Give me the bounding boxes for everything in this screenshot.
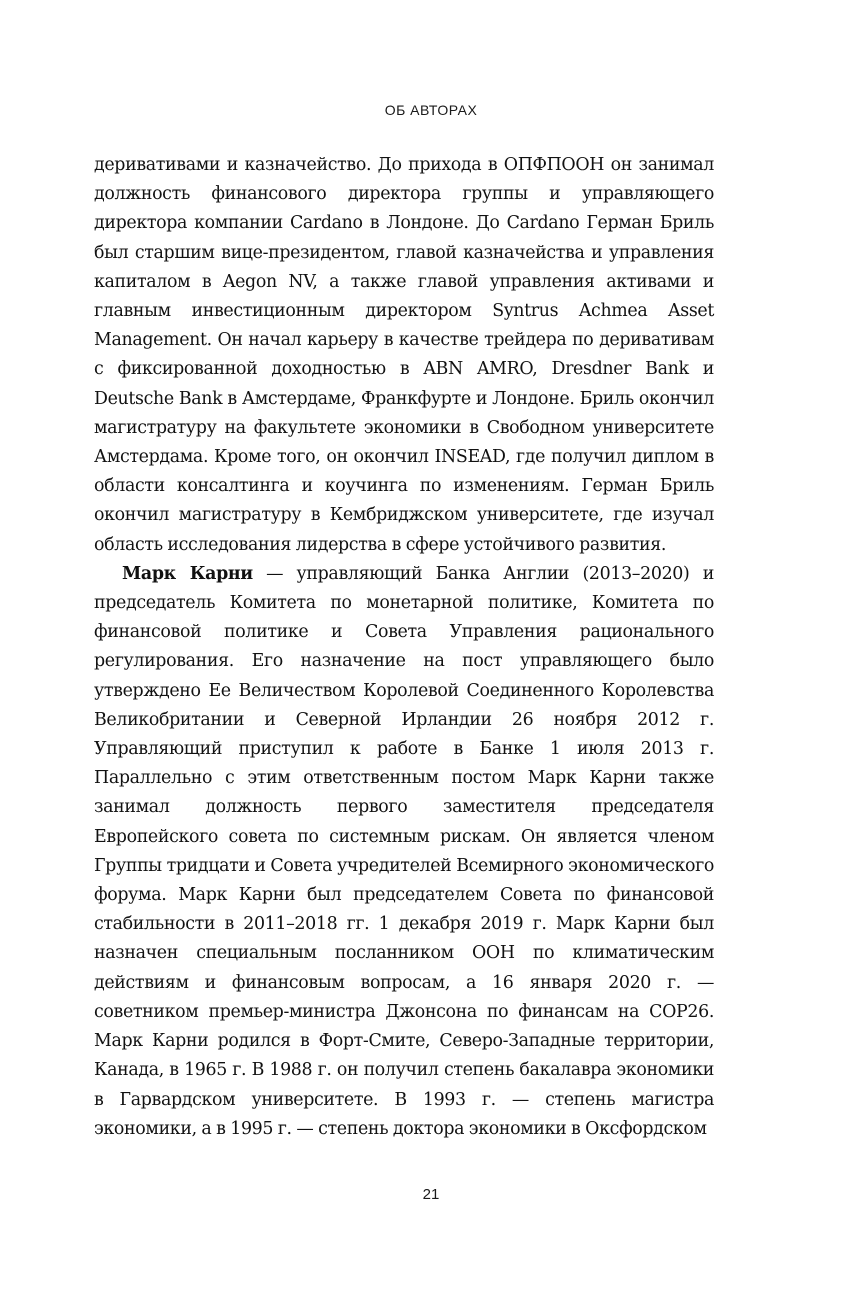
running-head: ОБ АВТОРАХ xyxy=(384,102,478,118)
paragraph-continuation: деривативами и казначейство. До прихода в ОПФПООН он занимал должность финансового директора группы и управляющего директора компании Cardano в Лондоне. До Cardano Герман Бриль был старшим вице-президентом, главой казначейства и управления капиталом в Aegon NV, а также главой управления активами и главным инвестиционным директором Syntrus Achmea Asset Management. Он начал карьеру в качестве трейдера по деривативам с фиксированной доходностью в ABN AMRO, Dresdner Bank и Deutsche Bank в Амстердаме, Франкфурте и Лондоне. Бриль окончил магистратуру на факультете экономики в Свободном университете Амстердама. Кроме того, он окончил INSEAD, где получил диплом в области консалтинга и коучинга по изменениям. Герман Бриль окончил магистратуру в Кембриджском университете, где изучал область исследования лидерства в сфере устойчивого развития. xyxy=(94,155,714,555)
paragraph-mark-carney xyxy=(94,560,714,1144)
author-name: Марк Карни xyxy=(122,563,253,584)
page-number: 21 xyxy=(422,1186,440,1203)
author-bio-text: — управляющий Банка Англии (2013–2020) и председатель Комитета по монетарной политике, Комитета по финансовой политике и Совета Управления рационального регулирования. Его назначение на пост управляющего было утверждено Ее Величеством Королевой Соединенного Королевства Великобритании и Северной Ирландии 26 ноября 2012 г. Управляющий приступил к работе в Банке 1 июля 2013 г. Параллельно с этим ответственным постом Марк Карни также занимал должность первого заместителя председателя Европейского совета по системным рискам. Он является членом Группы тридцати и Совета учредителей Всемирного экономического форума. Марк Карни был председателем Совета по финансовой стабильности в 2011–2018 гг. 1 декабря 2019 г. Марк Карни был назначен специальным посланником ООН по климатическим действиям и финансовым вопросам, а 16 января 2020 г. — советником премьер-министра Джонсона по финансам на COP26. Марк Карни родился в Форт-Смите, Северо-Западные территории, Канада, в 1965 г. В 1988 г. он получил степень бакалавра экономики в Гарвардском университете. В 1993 г. — степень магистра экономики, а в 1995 г. — степень доктора экономики в Оксфордском xyxy=(94,563,714,1139)
body-text xyxy=(94,151,714,1144)
